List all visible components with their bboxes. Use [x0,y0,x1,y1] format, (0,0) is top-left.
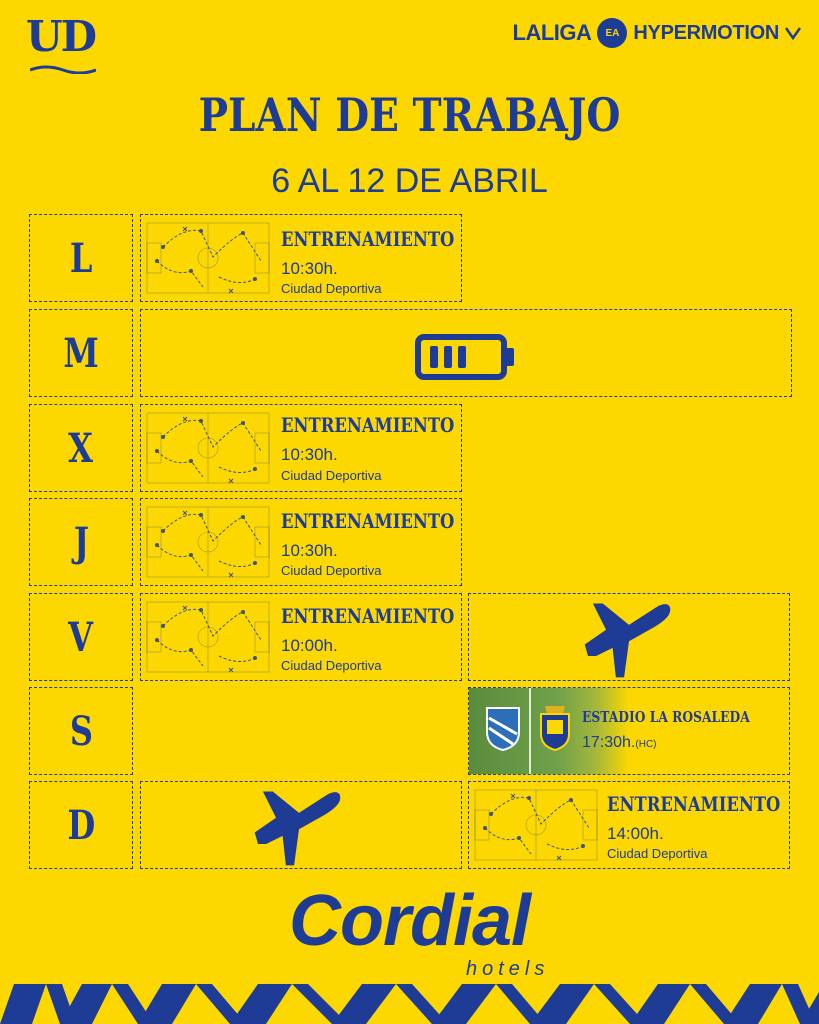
event-time: 10:30h. [281,541,338,560]
tactic-board-icon [143,596,273,676]
event-time: 10:30h. [281,445,338,464]
match-time-note: (HC) [635,739,657,750]
match-image [469,688,629,774]
event-time: 10:30h. [281,259,338,278]
page-subtitle: 6 AL 12 DE ABRIL [271,162,548,200]
event-title: ENTRENAMIENTO [281,227,455,251]
sponsor-logo: Cordial [288,881,531,961]
ea-sports-icon: EA [597,18,627,48]
event-card-j [140,498,462,586]
league-logo [513,18,802,48]
page-title: PLAN DE TRABAJO [198,88,621,142]
event-time: 14:00h. [607,824,664,843]
event-time: 10:00h. [281,636,338,655]
event-card-x [140,404,462,492]
match-time: 17:30h.(HC) [582,734,657,751]
event-card-v [140,593,462,681]
event-place: Ciudad Deportiva [281,468,382,483]
day-label-m: M [29,309,133,397]
match-stadium: ESTADIO LA ROSALEDA [582,708,750,726]
league-brand: LALIGA [512,20,592,45]
travel-card-d [140,781,462,869]
event-title: ENTRENAMIENTO [607,792,781,816]
day-label-d: D [29,781,133,869]
club-logo-wave [30,64,96,74]
event-title: ENTRENAMIENTO [281,604,455,628]
day-label-j: J [29,498,133,586]
hypermotion-chevron-icon [785,26,801,40]
match-card-s [468,687,790,775]
airplane-icon [571,597,687,679]
bottom-stripes [0,984,819,1024]
day-label-x: X [29,404,133,492]
league-sub: HYPERMOTION [633,21,779,44]
las-palmas-crest-icon [537,704,573,752]
event-place: Ciudad Deportiva [607,846,708,861]
club-logo: UD [26,12,96,61]
event-place: Ciudad Deportiva [281,563,382,578]
tactic-board-icon [471,784,601,864]
event-card-m [140,309,792,397]
sponsor-sub: hotels [466,958,550,980]
airplane-icon [241,785,357,867]
event-card-d [468,781,790,869]
day-label-v: V [29,593,133,681]
tactic-board-icon [143,217,273,297]
day-label-l: L [29,214,133,302]
event-title: ENTRENAMIENTO [281,413,455,437]
tactic-board-icon [143,501,273,581]
event-place: Ciudad Deportiva [281,658,382,673]
tactic-board-icon [143,407,273,487]
malaga-crest-icon [485,704,521,752]
battery-icon [415,334,517,380]
event-place: Ciudad Deportiva [281,281,382,296]
day-label-s: S [29,687,133,775]
event-title: ENTRENAMIENTO [281,509,455,533]
travel-card-v [468,593,790,681]
event-card-l [140,214,462,302]
